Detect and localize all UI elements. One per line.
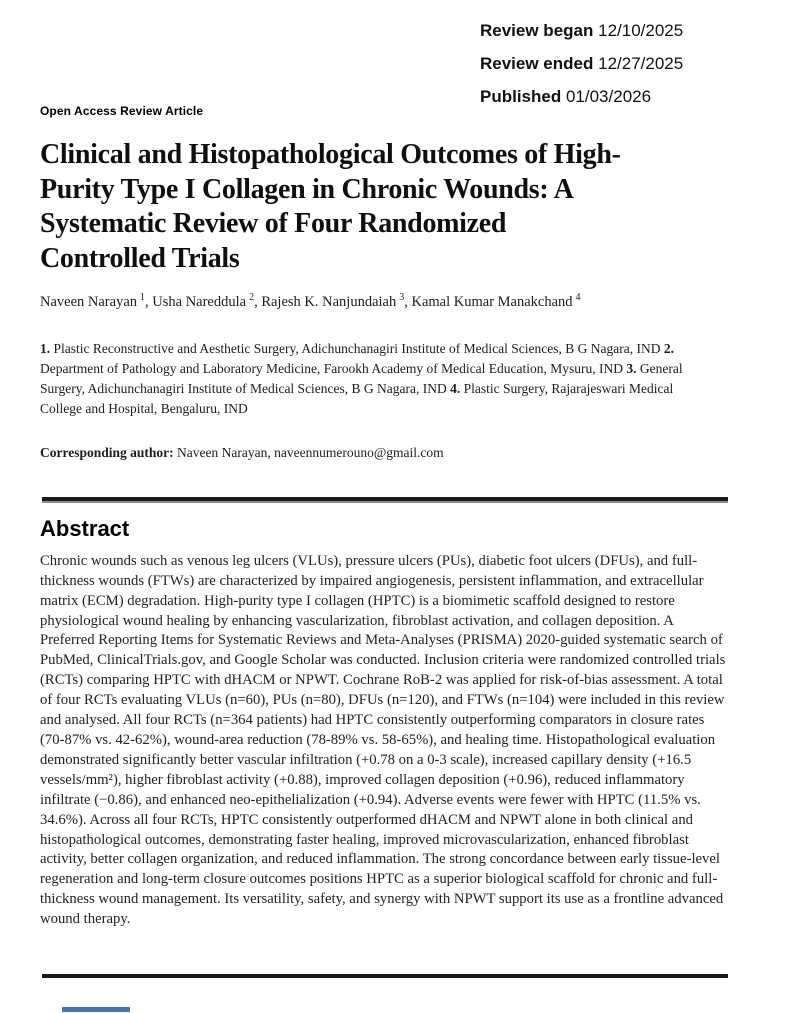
affiliation-text: General Surgery, Adichunchanagiri Institute of Medical Sciences, B G Nagara, IND <box>40 360 683 396</box>
corresponding-author-line <box>40 445 730 461</box>
review-ended-label: Review ended <box>480 54 594 73</box>
truncated-link-fragment[interactable] <box>62 1007 130 1012</box>
article-title-line: Systematic Review of Four Randomized <box>40 208 507 239</box>
author-separator: , <box>404 293 412 310</box>
author-affiliation-number: 1 <box>140 292 146 303</box>
section-divider-top <box>42 497 728 503</box>
review-began-label: Review began <box>480 21 594 40</box>
author-name: Naveen Narayan <box>40 293 138 310</box>
review-ended-value: 12/27/2025 <box>598 54 684 73</box>
affiliation-number: 1. <box>40 340 51 356</box>
author-affiliation-number: 2 <box>249 292 255 303</box>
author-affiliation-number: 4 <box>575 292 581 303</box>
corresponding-author-email[interactable]: naveennumerouno@gmail.com <box>274 444 444 460</box>
author-name: Kamal Kumar Manakchand <box>411 293 573 310</box>
author-name: Usha Nareddula <box>152 293 247 310</box>
review-dates <box>480 14 683 113</box>
section-divider-bottom <box>42 974 728 978</box>
author-list <box>40 292 730 311</box>
article-type-label: Open Access Review Article <box>40 104 204 118</box>
author-affiliation-number: 3 <box>399 292 405 303</box>
review-began-value: 12/10/2025 <box>598 21 684 40</box>
affiliation-text: Plastic Surgery, Rajarajeswari Medical College and Hospital, Bengaluru, IND <box>40 380 674 416</box>
author-separator: , <box>254 293 262 310</box>
published-line <box>480 80 683 113</box>
article-title-line: Clinical and Histopathological Outcomes of High- <box>40 139 621 170</box>
affiliation-text: Department of Pathology and Laboratory Medicine, Farookh Academy of Medical Education, Mysuru, IND <box>40 360 623 376</box>
affiliation-text: Plastic Reconstructive and Aesthetic Surgery, Adichunchanagiri Institute of Medical Sciences, B G Nagara, IND <box>53 340 661 356</box>
review-began-line <box>480 14 683 47</box>
affiliation-number: 4. <box>450 380 461 396</box>
affiliation-number: 3. <box>626 360 637 376</box>
review-ended-line <box>480 47 683 80</box>
published-label: Published <box>480 87 562 106</box>
corresponding-author-name: Naveen Narayan, <box>177 444 271 460</box>
affiliation-list <box>40 339 718 419</box>
article-title <box>40 138 730 276</box>
published-value: 01/03/2026 <box>565 87 652 106</box>
article-title-line: Controlled Trials <box>40 242 240 274</box>
author-name: Rajesh K. Nanjundaiah <box>261 293 397 310</box>
abstract-heading: Abstract <box>40 515 130 541</box>
article-title-line: Purity Type I Collagen in Chronic Wounds: A <box>40 173 574 205</box>
affiliation-number: 2. <box>663 340 674 356</box>
abstract-text: Chronic wounds such as venous leg ulcers (VLUs), pressure ulcers (PUs), diabetic foot ulcers (DFUs), and full-thickness wounds (FTWs) are characterized by impaired angiogenesis, persistent inflammation, and extracellular matrix (ECM) degradation. High-purity type I collagen (HPTC) is a biomimetic scaffold designed to restore physiological wound healing by enhancing vascularization, fibroblast activation, and collagen deposition. A Preferred Reporting Items for Systematic Reviews and Meta-Analyses (PRISMA) 2020-guided systematic search of PubMed, ClinicalTrials.gov, and Google Scholar was conducted. Inclusion criteria were randomized controlled trials (RCTs) comparing HPTC with dHACM or NPWT. Cochrane RoB-2 was applied for risk-of-bias assessment. A total of four RCTs evaluating VLUs (n=60), PUs (n=80), DFUs (n=120), and FTWs (n=104) were included in this review and analysed. All four RCTs (n=364 patients) had HPTC consistently outperforming comparators in closure rates (70-87% vs. 42-62%), wound-area reduction (78-89% vs. 58-65%), and healing time. Histopathological evaluation demonstrated significantly better vascular infiltration (+0.78 on a 0-3 scale), increased capillary density (+16.5 vessels/mm²), higher fibroblast activity (+0.88), improved collagen deposition (+0.96), reduced inflammatory infiltrate (−0.86), and enhanced neo-epithelialization (+0.94). Adverse events were fewer with HPTC (11.5% vs. 34.6%). Across all four RCTs, HPTC consistently outperformed dHACM and NPWT alone in both clinical and histopathological outcomes, demonstrating faster healing, improved microvascularization, enhanced fibroblast activity, better collagen organization, and reduced inflammation. The strong concordance between early tissue-level regeneration and long-term closure outcomes positions HPTC as a superior biological scaffold for chronic and full-thickness wound management. Its versatility, safety, and synergy with NPWT support its use as a frontline advanced wound therapy. <box>40 552 726 928</box>
author-separator: , <box>145 293 153 310</box>
corresponding-author-label: Corresponding author: <box>40 444 174 460</box>
